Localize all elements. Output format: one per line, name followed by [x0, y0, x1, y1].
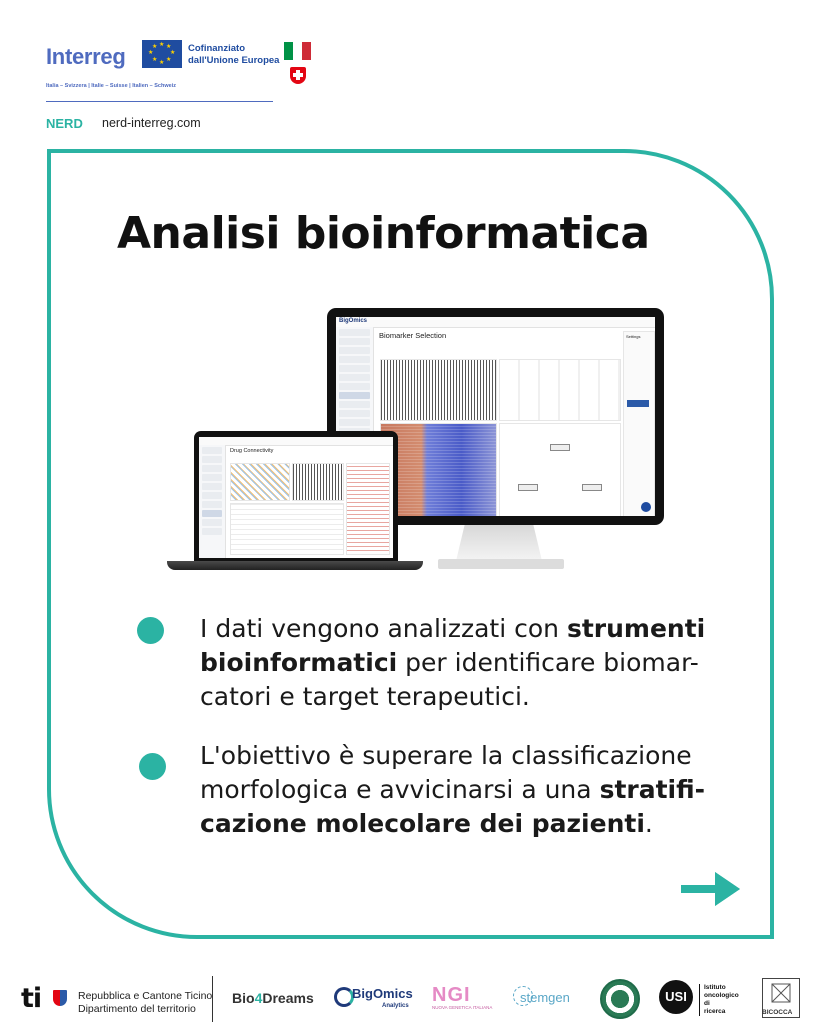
bullet-text-1: I dati vengono analizzati con strumenti bioinformatici per identificare biomar- catori e target terapeutici.: [200, 614, 706, 711]
footer-divider: [212, 976, 213, 1022]
ior-label: Istituto oncologico di ricerca: [699, 984, 739, 1016]
ticino-logo: ti: [21, 983, 42, 1014]
sidebar-item-active[interactable]: [202, 510, 222, 517]
app-page-title: Biomarker Selection: [379, 331, 447, 340]
sidebar-item[interactable]: [202, 465, 222, 472]
sidebar-item[interactable]: [339, 338, 370, 345]
sidebar-item[interactable]: [339, 410, 370, 417]
bigomics-subtitle: Analytics: [382, 1003, 409, 1009]
settings-panel: [623, 331, 655, 516]
university-seal-icon: [600, 979, 640, 1019]
bigomics-ring-icon: [334, 987, 354, 1007]
eu-flag-icon: ★ ★ ★ ★ ★ ★ ★ ★: [142, 40, 182, 68]
compute-button[interactable]: [627, 400, 649, 407]
arrow-right-icon[interactable]: [681, 872, 740, 906]
tree-node: [550, 444, 570, 451]
monitor-base: [438, 559, 564, 569]
switzerland-flag-icon: [290, 67, 306, 84]
laptop-base: [167, 561, 423, 570]
sidebar-item[interactable]: [339, 383, 370, 390]
stemgen-logo: stemgen: [520, 990, 570, 1005]
ticino-shield-icon: [53, 990, 67, 1006]
settings-label: Settings: [626, 334, 641, 339]
laptop-screen: [199, 437, 393, 558]
app-page-title: Drug Connectivity: [230, 448, 274, 454]
bio4dreams-logo: Bio4Dreams: [232, 990, 314, 1006]
bullet-text-2: L'obiettivo è superare la classificazione morfologica e avvicinarsi a una stratifi- cazione molecolare dei pazienti.: [200, 741, 706, 838]
laptop: [194, 431, 398, 561]
project-website-link[interactable]: nerd-interreg.com: [102, 116, 201, 130]
decision-tree-panel: [499, 423, 621, 516]
sidebar-item[interactable]: [339, 365, 370, 372]
eu-cofinanced-label: Cofinanziato dall'Unione Europea: [188, 43, 280, 66]
ticino-department: Repubblica e Cantone Ticino Dipartimento del territorio: [78, 990, 213, 1015]
sidebar-item[interactable]: [202, 474, 222, 481]
italy-flag-icon: [284, 42, 311, 60]
sidebar-item[interactable]: [339, 374, 370, 381]
sidebar-item[interactable]: [339, 356, 370, 363]
sidebar-item[interactable]: [202, 492, 222, 499]
bullet-icon: [137, 617, 164, 644]
bigomics-logo: BigOmics: [352, 986, 413, 1001]
ngi-subtitle: NUOVA GENETICA ITALIANA: [432, 1005, 493, 1010]
ngi-logo: NGI: [432, 984, 471, 1006]
bullet-icon: [139, 753, 166, 780]
sidebar-item-active[interactable]: [339, 392, 370, 399]
sidebar-item[interactable]: [202, 483, 222, 490]
sidebar-item[interactable]: [202, 456, 222, 463]
bio4dreams-accent: 4: [254, 990, 263, 1006]
interreg-logo: Interreg: [46, 44, 126, 69]
header-divider: [46, 101, 273, 102]
bicocca-logo: BICOCCA: [762, 1009, 793, 1016]
drug-correlation-panel: [292, 463, 344, 501]
page-title: Analisi bioinformatica: [117, 208, 650, 259]
sidebar-item[interactable]: [202, 519, 222, 526]
program-languages: Italia – Svizzera | Italie – Suisse | Italien – Schweiz: [46, 83, 176, 89]
variable-importance-panel: [380, 359, 497, 421]
app-brand: BigOmics: [339, 318, 368, 324]
project-name: NERD: [46, 116, 83, 131]
app-topbar: [336, 317, 655, 328]
app-sidebar: [199, 445, 226, 558]
app-topbar: [199, 437, 393, 446]
sidebar-item[interactable]: [202, 501, 222, 508]
drug-ranking-panel: [346, 463, 390, 555]
tree-node: [518, 484, 538, 491]
usi-logo: USI: [659, 980, 693, 1014]
drug-table-panel: [230, 503, 344, 555]
sidebar-item[interactable]: [339, 347, 370, 354]
chat-icon[interactable]: [641, 502, 651, 512]
monitor-stand: [456, 525, 542, 561]
tree-node: [582, 484, 602, 491]
sidebar-item[interactable]: [339, 329, 370, 336]
sidebar-item[interactable]: [339, 401, 370, 408]
biomarker-expression-panel: [499, 359, 621, 421]
sidebar-item[interactable]: [202, 528, 222, 535]
sidebar-item[interactable]: [202, 447, 222, 454]
sidebar-item[interactable]: [339, 419, 370, 426]
drug-activity-panel: [230, 463, 290, 501]
